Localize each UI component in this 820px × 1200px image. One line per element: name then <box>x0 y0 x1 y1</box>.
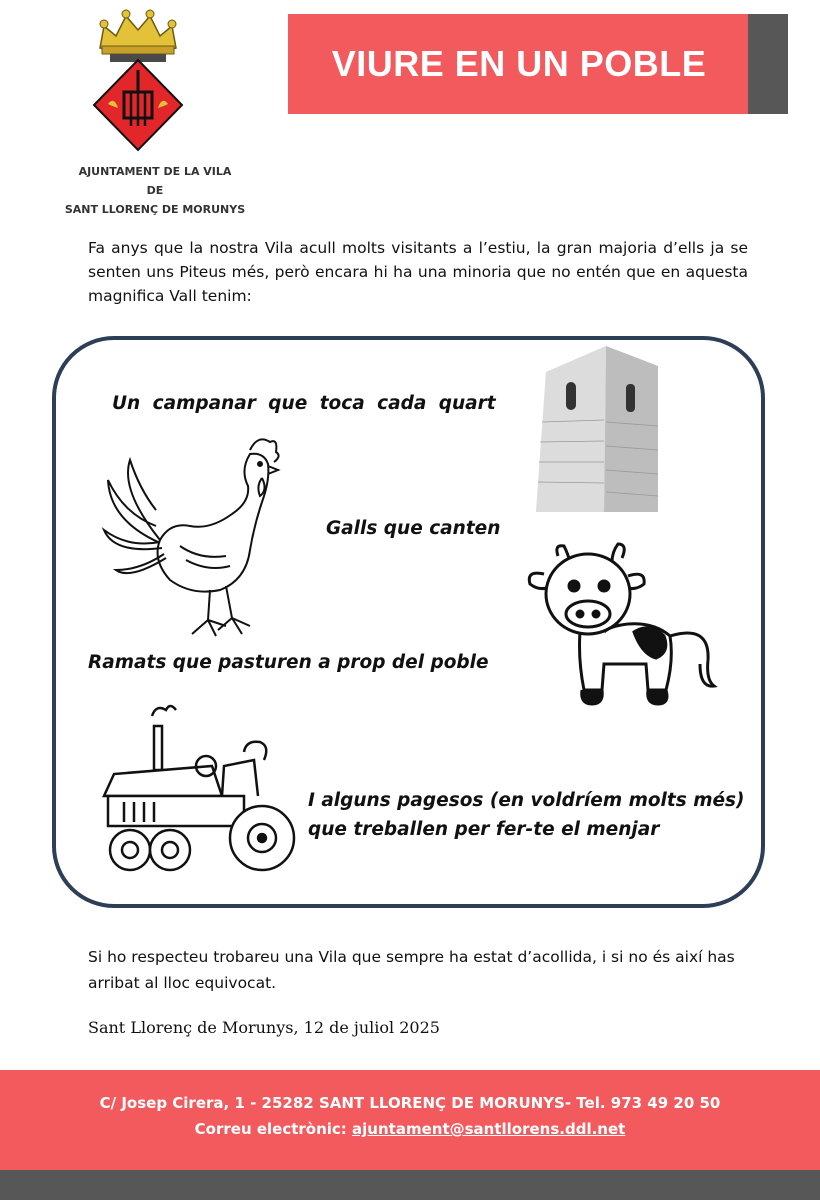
footer-bottom-bar <box>0 1170 820 1200</box>
tractor-icon <box>94 700 298 880</box>
closing-paragraph: Si ho respecteu trobareu una Vila que sempre ha estat d’acollida, i si no és així has arribat al lloc equivocat. <box>88 948 735 992</box>
footer <box>0 1070 820 1170</box>
caption-farmers-line: que treballen per fer-te el menjar <box>308 819 660 840</box>
footer-email-line <box>0 1120 820 1138</box>
caption-herds: Ramats que pasturen a prop del poble <box>88 652 489 673</box>
footer-address: C/ Josep Cirera, 1 - 25282 SANT LLORENÇ DE MORUNYS- Tel. 973 49 20 50 <box>99 1094 721 1112</box>
caption-farmers <box>308 786 744 844</box>
council-line: DE <box>146 184 164 197</box>
title-side-bar <box>748 14 788 114</box>
date-line: Sant Llorenç de Morunys, 12 de juliol 2025 <box>88 1018 440 1037</box>
caption-roosters: Galls que canten <box>326 518 501 539</box>
council-line: AJUNTAMENT DE LA VILA <box>78 165 232 178</box>
cow-icon <box>524 540 720 716</box>
caption-farmers-line: I alguns pagesos (en voldríem molts més) <box>308 790 745 811</box>
council-name <box>40 162 270 219</box>
council-line: SANT LLORENÇ DE MORUNYS <box>64 203 246 216</box>
rooster-icon <box>100 430 286 646</box>
page-title: VIURE EN UN POBLE <box>331 43 707 84</box>
coat-of-arms-icon <box>88 8 188 158</box>
bell-tower-icon <box>536 342 670 514</box>
intro-paragraph: Fa anys que la nostra Vila acull molts visitants a l’estiu, la gran majoria d’ells ja se senten uns Piteus més, però encara hi ha una minoria que no entén que en aquesta magnifica Vall tenim: <box>88 239 748 305</box>
footer-email-link[interactable]: ajuntament@santllorens.ddl.net <box>352 1120 626 1138</box>
title-banner <box>288 14 750 114</box>
footer-email-label: Correu electrònic: <box>194 1120 347 1138</box>
caption-bell-tower: Un campanar que toca cada quart <box>112 393 496 414</box>
